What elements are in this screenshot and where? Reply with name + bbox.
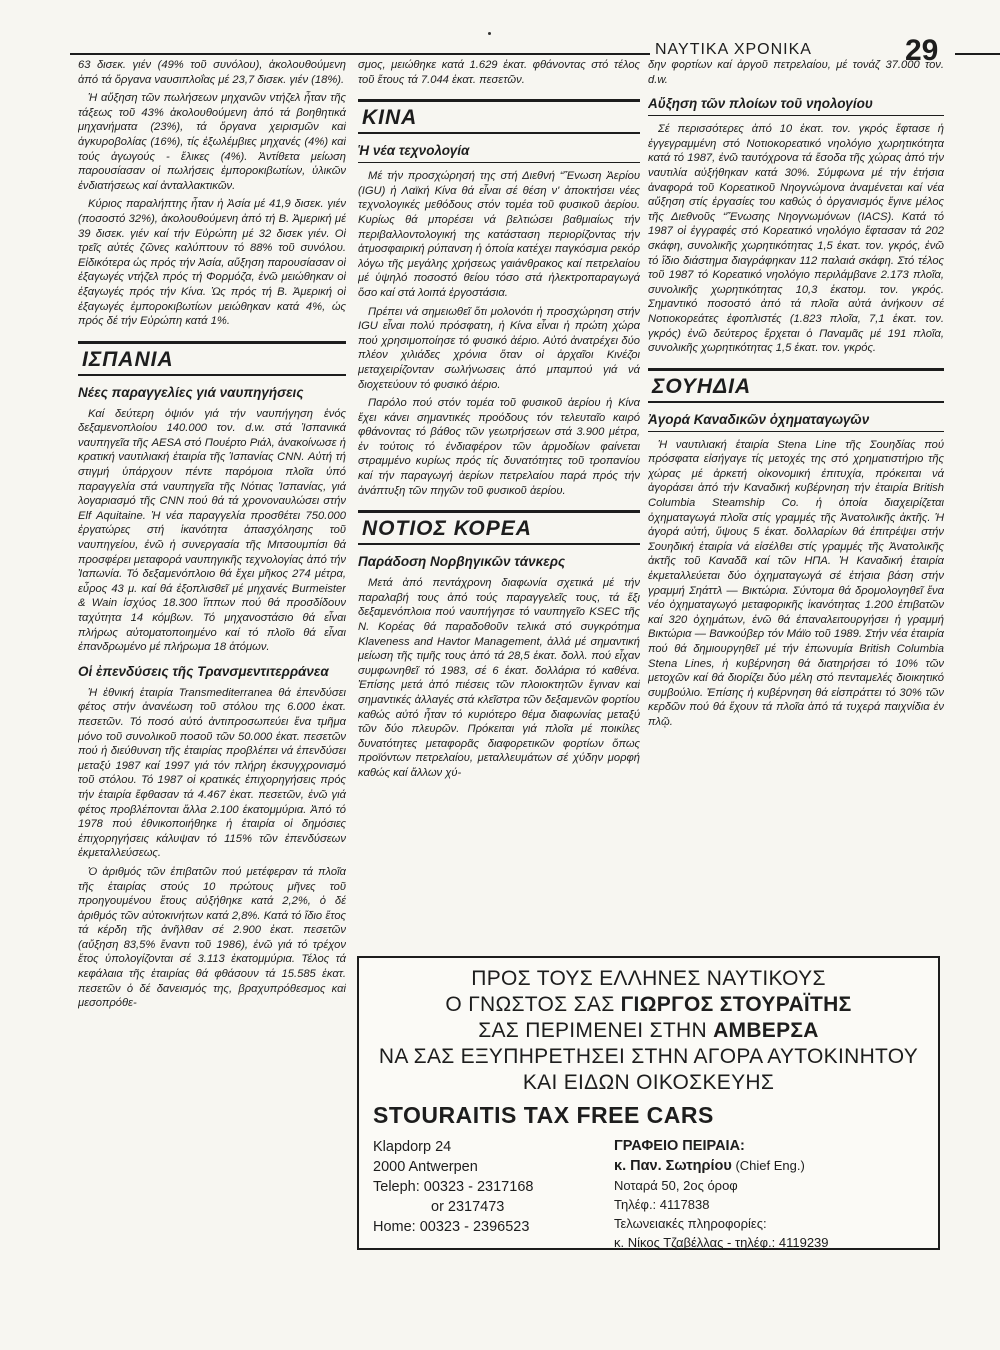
ad-text: ΣΑΣ ΠΕΡΙΜΕΝΕΙ ΣΤΗΝ [478, 1019, 714, 1042]
ad-office-phone: Τηλέφ.: 4117838 [614, 1197, 710, 1212]
section-title-sweden: ΣΟΥΗΔΙΑ [648, 368, 944, 403]
print-mark [488, 32, 491, 35]
subheading: Αὔξηση τῶν πλοίων τοῦ νηολογίου [648, 95, 944, 116]
paragraph: Πρέπει νά σημειωθεῖ ὅτι μολονότι ἡ προσχώρηση στήν IGU εἶναι πολύ πρόσφατη, ἡ Κίνα εἶναι ἡ πρώτη χώρα πού χρησιμοποίησε τό φυσικό ἀέριο. Αὐτό ἀνατρέχει δύο πλέον χιλιάδες χρόνια ὅταν οἱ ἀρχαῖοι Κινέζοι μεταχειρίζονταν σωλήνωσεις ἀπό μπαμπού γιά νά διοχετεύουν τό φυσικό ἀέριο. [358, 305, 640, 391]
ad-line [359, 992, 938, 1018]
subheading: Ἡ νέα τεχνολογία [358, 142, 640, 163]
masthead-rule-left [70, 53, 650, 55]
column-3 [648, 58, 944, 948]
ad-office-heading: ΓΡΑΦΕΙΟ ΠΕΙΡΑΙΑ: [614, 1138, 745, 1154]
paragraph: σμος, μειώθηκε κατά 1.629 ἑκατ. φθάνοντας στό τέλος τοῦ ἔτους τά 7.044 ἑκατ. πεσετῶν. [358, 59, 640, 86]
paragraph: Ὁ ἀριθμός τῶν ἐπιβατῶν πού μετέφεραν τά πλοῖα τῆς ἑταιρίας στούς 10 πρώτους μῆνες τοῦ προηγουμένου ἔτους αὐξήθηκε κατά 2,2%, ὁ δέ ἀριθμός τῶν αὐτοκινήτων κατά 2,8%. Κατά τό ἴδιο ἔτος τά κέρδη τῆς ἀνῆλθαν σέ 2.900 ἑκατ. πεσετῶν (αὔξηση 83,5% ἔναντι τοῦ 1986), ἐνῶ γιά τό τρέχον ἔτος ὑπολογίζονται σέ 3.113 ἑκατομμύρια. Τέλος τά κεφάλαια τῆς ἑταιρίας θά φθάσουν τά 15.585 ἑκατ. πεσετῶν ὁ δέ δανεισμός της, βραχυπρόθεσμος καί μεσοπρόθε- [78, 865, 346, 1010]
ad-line: ΚΑΙ ΕΙΔΩΝ ΟΙΚΟΣΚΕΥΗΣ [522, 1071, 775, 1094]
ad-line: ΝΑ ΣΑΣ ΕΞΥΠΗΡΕΤΗΣΕΙ ΣΤΗΝ ΑΓΟΡΑ ΑΥΤΟΚΙΝΗΤΟΥ [378, 1045, 919, 1068]
paragraph: Ἡ ναυτιλιακή ἑταιρία Stena Line τῆς Σουηδίας πού πρόσφατα εἰσήγαγε τίς μετοχές της στό χρηματιστήριο τῆς χώρας μέ ἀρκετή οἰκονομική ἐπιτυχία, πρόκειται νά ἀγοράσει ἀπό τήν Καναδική κυβέρνηση τήν ἑταιρία British Columbia Steamship Co. ἡ ὁποία διαχειρίζεται ὀχηματαγωγά πλοῖα στίς γραμμές τῆς Ἀνατολικῆς ἀκτῆς. Ἡ ἀγορά αὐτή, ὕψους 5 ἑκατ. δολλαρίων θά ἐπιτρέψει στήν Σουηδική ἑταιρία νά εἰσέλθει στίς γραμμές τῆς Ἀνατολικῆς ἀκτῆς τοῦ Καναδᾶ καί τῶν ΗΠΑ. Ἡ Καναδική ἑταιρία ἐκμεταλλεύεται δύο ὀχηματαγωγά σέ ἐτήσια βάση στήν γραμμή Σηάττλ — Βικτώρια. Σύντομα θά δρομολογηθεῖ ἕνα νέο ὀχηματαγωγό μεταφορικῆς ἱκανότητας 1.200 ἐπιβατῶν καί 320 ὀχημάτων, ἐνῶ θά ἐπαναλειτουργήσει ἡ γραμμή Βικτώρια — Βανκούβερ τόν Μάϊο τοῦ 1989. Στήν νέα ἑταιρία πού θά δημιουργηθεῖ μέ τήν ἐπωνυμία British Columbia Stena Lines, ἡ κυβέρνηση θά διατηρήσει τό 10% τῶν μετοχῶν καί θά διορίζει δύο μέλη στό πενταμελές διοικητικό συμβούλιο. Ἐπίσης ἡ κυβέρνηση θά εἰσπράττει τό 30% τῶν κερδῶν πού θά ἔχουν τά πλοῖα ἀπό τά τυχερά παιχνίδια ἐν πλῷ. [648, 438, 944, 728]
ad-phone-alt: or 2317473 [431, 1199, 505, 1215]
ad-antwerp-contact [373, 1137, 533, 1237]
paragraph: Κύριος παραλήπτης ἦταν ἡ Ἀσία μέ 41,9 δισεκ. γιέν (ποσοστό 32%), ἀκολουθούμενη ἀπό τή Β. Ἀμερική μέ 39 δισεκ. γιέν καί τήν Εὐρώπη μέ 32 δισεκ γιέν. Οἱ τρεῖς αὐτές ζῶνες καλύπτουν τό 88% τοῦ συνόλου. Εἰδικότερα ὡς πρός τήν Ἀσία, αὔξηση παρουσίασαν οἱ ἐξαγωγές ντήζελ πρός τή Φορμόζα, ἐνῶ μειώθηκαν οἱ ἐξαγωγές πρός τήν Κίνα. Ὡς πρός τή Β. Ἀμερική οἱ ἐξαγωγές ἐμπορoκιβωτίων μειώθηκαν κατά 4%, ὡς πρός δέ τήν Εὐρώπη κατά 1%. [78, 198, 346, 328]
ad-office-role: (Chief Eng.) [731, 1158, 805, 1173]
paragraph: δην φορτίων καί ἀργοῦ πετρελαίου, μέ τονάζ 37.000 τον. d.w. [648, 59, 944, 86]
masthead-rule-right [955, 53, 1000, 55]
ad-office-contact [614, 1156, 829, 1176]
ad-text: Ο ΓΝΩΣΤΟΣ ΣΑΣ [445, 993, 621, 1016]
ad-line [359, 1018, 938, 1044]
paragraph: Μετά ἀπό πεντάχρονη διαφωνία σχετικά μέ τήν παραλαβή τους ἀπό τούς παραγγελεῖς τους, τά ἕξι δεξαμενόπλοια πού ναυπήγησε τό ναυπηγεῖο KSEC τῆς Ν. Κορέας θά παραδοθοῦν τελικά στό συγκρότημα Klaveness and Havtor Management, ἀλλά μέ σημαντική μείωση τῆς τιμῆς τους ἀπό τά 28,5 ἑκατ. δολλ. πού εἶχαν συμφωνηθεῖ τό 1983, σέ 6 ἑκατ. δολλάρια τό καθένα. Ἐπίσης μετά ἀπό πιέσεις τῶν πλοιοκτητῶν ἔγιναν καί σημαντικές ἀλλαγές στά κλεῖστρα τῶν δεξαμενῶν φορτίου καθώς αὐτό ἦταν τό κυριότερο θέμα διαφωνίας μεταξύ τῶν δύο πλευρῶν. Πρόκειται γιά πλοῖα μέ ποικίλες δυνατότητες μεταφορᾶς διαφορετικῶν φορτίων ὅπως προϊόντων πετρελαίου, μεταλλευμάτων σέ χύδην μορφή καθώς καί ἄλλων χύ- [358, 577, 640, 779]
ad-address: 2000 Antwerpen [373, 1159, 478, 1175]
ad-contacts [359, 1129, 938, 1269]
ad-person-name: ΓΙΩΡΓΟΣ ΣΤΟΥΡΑΪΤΗΣ [620, 993, 852, 1016]
section-title-spain: ΙΣΠΑΝΙΑ [78, 341, 346, 376]
paragraph: Ἡ αὔξηση τῶν πωλήσεων μηχανῶν ντήζελ ἦταν τῆς τάξεως τοῦ 43% ἀκολουθούμενη ἀπό τά βοηθητικά μηχανήματα (23%), τά ὄργανα χειρισμῶν καί ἀγκυροβολίας (16%), τίς ἐξωλέμβιες μηχανές (4%) καί τούς ἀγωγούς - ἕλικες (4%). Ἀντίθετα μείωση παρουσίασαν οἱ πωλήσεις ἐμπορoκιβωτίων, ὑλικῶν ἐνδιατήσεως καί ἀνταλλακτικῶν. [78, 92, 346, 192]
subheading: Παράδοση Νορβηγικῶν τάνκερς [358, 554, 566, 570]
paragraph: Καί δεύτερη ὀψιόν γιά τήν ναυπήγηση ἑνός δεξαμενοπλοίου 140.000 τον. d.w. στά Ἱσπανικά ναυπηγεῖα τῆς AESA στό Πουέρτο Ριάλ, ἀνακοίνωσε ἡ κρατική ναυτιλιακή ἑταιρία τῆς Ἱσπανίας CNN. Αὐτή τή στιγμή ὑπάρχουν πέντε παρόμοια πλοῖα ὑπό παραγγελία στά ναυπηγεῖα τῆς Νότιας Ἱσπανίας, γιά λογαριασμό τῆς CNN πού θά τά χρονοναυλώσει στήν Elf Aquitaine. Ἡ νέα παραγγελία προσθέτει 750.000 ἐργατώρες στή ἱκανότητα ἀπασχόλησης τοῦ ναυπηγείου, ἐνῶ ἡ συνεργασία τῆς Μιτσουμπίσι θά προσφέρει μεταφορά ναυπηγικῆς τεχνολογίας ἀπό τήν Ἰαπωνία. Τό δεξαμενόπλοιο θά ἔχει μῆκος 274 μέτρα, εὖρος 43 μ. καί θά ἐξοπλισθεῖ μέ μηχανές Burmeister & Wain ἰσχύος 18.300 ἵππων πού θά προσδίδουν ταχύτητα 14 κόμβων. Τό μηχανοστάσιο θά εἶναι πλήρως αὐτοματοποιημένο καί τό πλοῖο θά εἶναι ἐπανδρωμένο μέ πλήρωμα 18 ἀτόμων. [78, 407, 346, 654]
ad-headline: ΠΡΟΣ ΤΟΥΣ ΕΛΛΗΝΕΣ ΝΑΥΤΙΚΟΥΣ [471, 967, 826, 990]
column-2 [358, 58, 640, 948]
paragraph: Σέ περισσότερες ἀπό 10 ἑκατ. τον. γκρός ἔφτασε ἡ ἐγγεγραμμένη στό Νοτιοκορεατικό νηολόγιο χωρητικότητα κατά τό 1987, ἐνῶ ταυτόχρονα τά ἔσοδα τῆς χώρας ἀπό τήν ναυτιλία αὐξήθηκαν κατά 30%. Σύμφωνα μέ τήν ἐτήσια ἀναφορά τοῦ Κορεατικοῦ Νηογνώμονα ἀναμένεται καί νέα αὔξηση στίς ἐργασίες του καθώς ὁ ὀργανισμός ἔγινε μέλος τῆς Διεθνοῦς “Ἕνωσης Νηογνωμόνων (IACS). Κατά τό 1987 οἱ ἐγγραφές στό Κορεατικό νηολόγιο ἔφτασαν τά 202 σκάφη, συνολικῆς χωρητικότητας 1,5 ἑκατ. τον. γκρός, ἐνῶ τό ἴδιο διάστημα διαγράφηκαν 112 παλαιά σκάφη. Στό τέλος τοῦ 1987 τό Κορεατικό νηολόγιο περιλάμβανε 2.173 πλοῖα, συνολικῆς χωρητικότητας 10,3 ἑκατομ. τον. γκρός. Σημαντικό ποσοστό ἀπό τά πλοῖα αὐτά ἀνήκουν σέ Νοτιοκορεάτες ἐφοπλιστές (1.823 πλοῖα, 7,1 ἑκατ. τον. γκρός) ἐνῶ δεύτερος ἔρχεται ὁ Παναμᾶς μέ 191 πλοῖα, συνολικῆς χωρητικότητας 1,5 ἑκατ. τον. γκρός. [648, 123, 944, 355]
column-1 [78, 58, 346, 1058]
ad-customs-contact: κ. Νίκος Τζαβέλλας - τηλέφ.: 4119239 [614, 1235, 829, 1250]
section-title-south-korea: ΝΟΤΙΟΣ ΚΟΡΕΑ [358, 510, 640, 545]
ad-address: Klapdorp 24 [373, 1139, 452, 1155]
subheading: Οἱ ἐπενδύσεις τῆς Τρανσμεντιτερράνεα [78, 663, 329, 679]
advertisement-box [357, 956, 940, 1250]
ad-customs-label: Τελωνειακές πληροφορίες: [614, 1216, 767, 1231]
ad-office-address: Νοταρά 50, 2ος όροφ [614, 1178, 738, 1193]
ad-piraeus-office [614, 1137, 829, 1252]
page-number: 29 [905, 34, 939, 67]
ad-brand: STOURAITIS TAX FREE CARS [373, 1102, 714, 1128]
section-title-china: ΚΙΝΑ [358, 99, 640, 134]
subheading: Νέες παραγγελίες γιά ναυπηγήσεις [78, 384, 304, 400]
ad-city: ΑΜΒΕΡΣΑ [713, 1019, 819, 1042]
paragraph: Παρόλο πού στόν τομέα τοῦ φυσικοῦ ἀερίου ἡ Κίνα ἔχει κάνει σημαντικές προόδους τόν τελευταῖο καιρό φθάνοντας τό βάθος τῶν γεωτρήσεων στά 3.900 μέτρα, ἐν τούτοις τό ἐνδιαφέρον τῶν ἁρμοδίων φαίνεται στραμμένο κυρίως πρός τίς δυνατότητες τοῦ τροπανίου καί τήν παραγωγή ἀερίων πετρελαίου παρά πρός τήν ἀνάπτυξη τῶν πηγῶν τοῦ φυσικοῦ ἀερίου. [358, 397, 640, 497]
paragraph: Ἡ ἐθνική ἑταιρία Transmediterranea θά ἐπενδύσει φέτος στήν ἀνανέωση τοῦ στόλου της 6.000 ἑκατ. πεσετῶν. Τό ποσό αὐτό ἀντιπροσωπεύει ἕνα τμῆμα μόνο τοῦ συνολικοῦ ποσοῦ τῶν 50.000 ἑκατ. πεσετῶν πού ἡ διεύθυνση τῆς ἑταιρίας προβλέπει νά ἐπενδύσει μεταξύ 1987 καί 1997 γιά τόν πλήρη ἐκσυγχρονισμό τοῦ στόλου. Τό 1987 οἱ κρατικές ἐπιχορηγήσεις πρός τήν ἑταιρία ἔφθασαν τά 4.467 ἑκατ. πεσετῶν, ἐνῶ γιά φέτος προβλέπονται ἄλλα 2.100 ἑκατομμύρια. Ἀπό τό 1978 πού ἐθνικοποιήθηκε ἡ ἑταιρία οἱ δημόσιες ἐπιχορηγήσεις κάλυψαν τό 115% τῶν ἐπενδύσεων ἐκμεταλλεύσεως. [78, 686, 346, 860]
paragraph: 63 δισεκ. γιέν (49% τοῦ συνόλου), ἀκολουθούμενη ἀπό τά ὄργανα ναυσιπλοΐας μέ 23,7 δισεκ. γιέν (18%). [78, 59, 346, 86]
ad-office-name: κ. Παν. Σωτηρίου [614, 1158, 732, 1174]
ad-phone: Teleph: 00323 - 2317168 [373, 1179, 534, 1195]
ad-home-phone: Home: 00323 - 2396523 [373, 1219, 530, 1235]
subheading: Ἀγορά Καναδικῶν ὀχηματαγωγῶν [648, 411, 944, 432]
paragraph: Μέ τήν προσχώρησή της στή Διεθνή “Ἕνωση Ἀερίου (IGU) ἡ Λαϊκή Κίνα θά εἶναι σέ θέση ν' ἀποκτήσει νέες τεχνολογικές μεθόδους στόν τομέα τοῦ φυσικοῦ ἀερίου. Κυρίως θά μπορέσει νά βελτιώσει βαθμιαίως τήν περιβαλλοντολογική της κατάσταση περιορίζοντας τήν ἀτμοσφαιρική ρύπανση ἡ ὁποία κατέχει παγκόσμια ρεκόρ λόγω τῆς μεγάλης χρήσεως γαιάνθρακος καί πετρελαίου μέ ὑψηλό ποσοστό θείου τόσο στά ἠλεκτροπαραγωγά ὅσο καί στά λοιπά ἐργοστάσια. [358, 170, 640, 299]
masthead-title: ΝΑΥΤΙΚΑ ΧΡΟΝΙΚΑ [655, 41, 812, 58]
